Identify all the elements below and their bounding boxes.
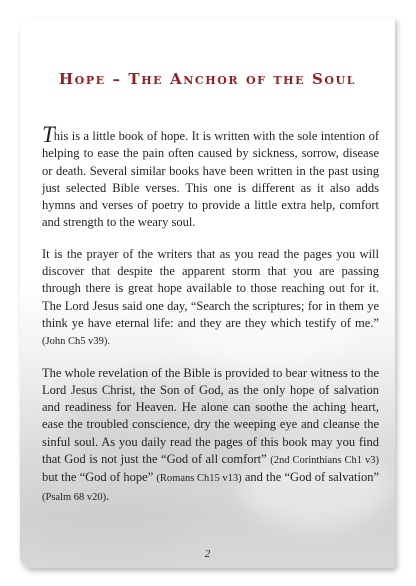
- paragraph-3: [42, 365, 379, 506]
- book-page: [20, 18, 395, 568]
- paragraph-3-text: The whole revelation of the Bible is provided to bear witness to the Lord Jesus Christ, the Son of God, as the only hope of salvation and readiness for Heaven. He alone can soothe the aching heart, ease the troubled conscience, dry the weeping eye and cleanse the sinful soul. As you daily read the pages of this book may you find that God is not just the “God of all comfort”: [42, 365, 379, 467]
- scripture-reference: (Romans Ch15 v13): [156, 473, 242, 485]
- drop-cap: T: [42, 122, 54, 147]
- paragraph-1: [42, 122, 379, 232]
- paragraph-3-text: .: [106, 488, 110, 503]
- scripture-reference: (2nd Corinthians Ch1 v3): [270, 455, 380, 467]
- paragraph-1-text: his is a little book of hope. It is written with the sole intention of helping to ease the pain often caused by sickness, sorrow, disease or death. Several similar books have been written in the past using just selected Bible verses. This one is different as it also adds hymns and verses of poetry to provide a little extra help, comfort and strength to the weary soul.: [42, 129, 379, 230]
- chapter-title: Hope – The Anchor of the Soul: [58, 70, 357, 88]
- paragraph-2: [42, 246, 379, 351]
- paragraph-2-text: It is the prayer of the writers that as you read the pages you will discover that despite the apparent storm that you are passing through there is great hope available to those reaching out for it. The Lord Jesus said one day, “Search the scriptures; for in them ye think ye have eternal life: and they are they which testify of me.”: [42, 246, 379, 330]
- scripture-reference: (John Ch5 v39).: [42, 336, 110, 348]
- paragraph-3-text: and the “God of salvation”: [241, 470, 379, 485]
- scripture-reference: (Psalm 68 v20): [42, 491, 107, 503]
- body-text: [42, 122, 380, 520]
- paragraph-3-text: but the “God of hope”: [42, 470, 157, 485]
- page-content: [20, 18, 395, 568]
- page-number: 2: [204, 548, 211, 560]
